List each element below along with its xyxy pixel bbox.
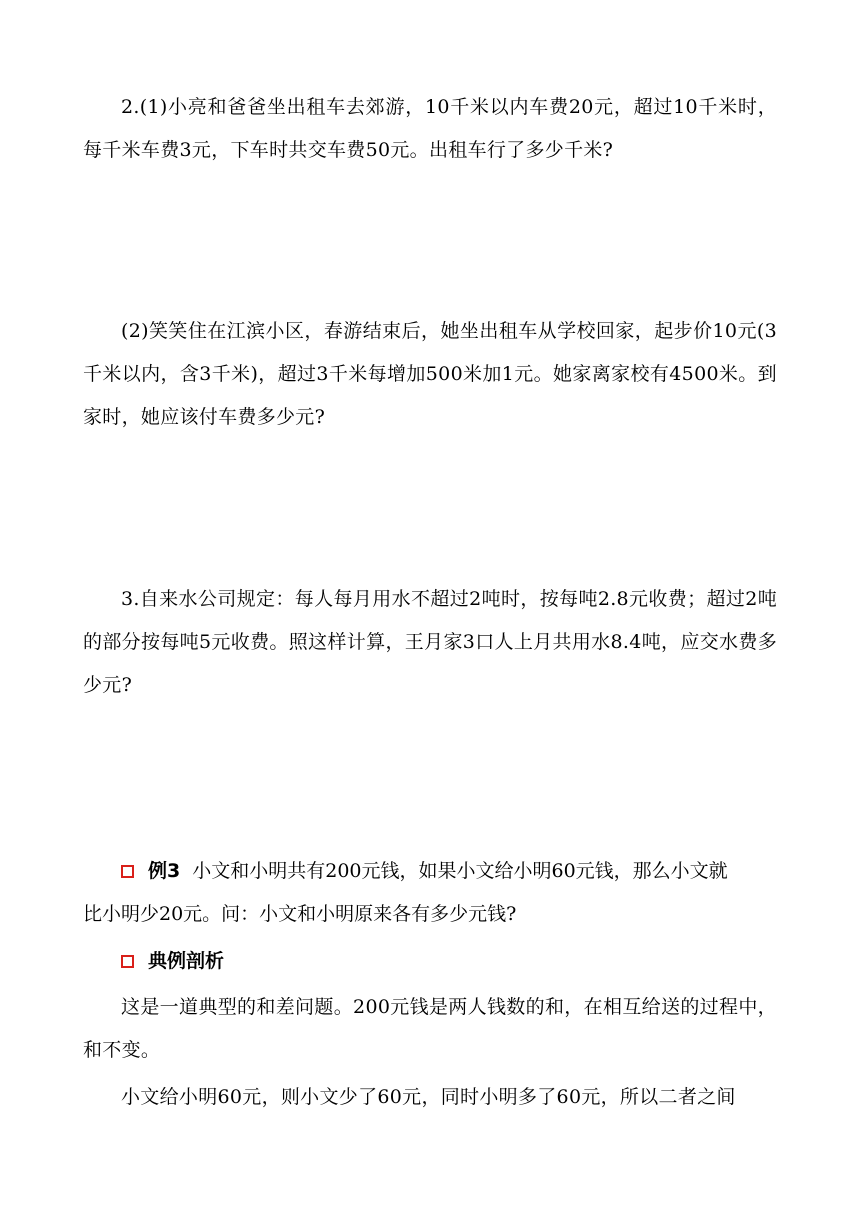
question-3: 3.自来水公司规定：每人每月用水不超过2吨时，按每吨2.8元收费；超过2吨的部分按每吨5元收费。照这样计算，王月家3口人上月共用水8.4吨，应交水费多少元? <box>83 588 777 696</box>
example-3-line-2: 比小明少20元。问：小文和小明原来各有多少元钱? <box>83 903 517 925</box>
example-label: 例3 <box>148 860 181 882</box>
analysis-heading <box>121 940 781 983</box>
analysis-paragraph-1: 这是一道典型的和差问题。200元钱是两人钱数的和，在相互给送的过程中，和不变。 <box>83 996 777 1061</box>
analysis-paragraph-2: 小文给小明60元，则小文少了60元，同时小明多了60元，所以二者之间 <box>121 1086 736 1108</box>
red-square-bullet-icon <box>121 865 134 878</box>
example-3-line-1 <box>121 850 781 893</box>
analysis-title: 典例剖析 <box>148 950 225 972</box>
question-2-part-2: (2)笑笑住在江滨小区，春游结束后，她坐出租车从学校回家，起步价10元(3千米以内，含3千米)，超过3千米每增加500米加1元。她家离家校有4500米。到家时，她应该付车费多少元? <box>83 320 777 428</box>
red-square-bullet-icon <box>121 955 134 968</box>
question-2-part-1: 2.(1)小亮和爸爸坐出租车去郊游，10千米以内车费20元，超过10千米时，每千米车费3元，下车时共交车费50元。出租车行了多少千米? <box>83 96 777 161</box>
example-3-text: 小文和小明共有200元钱，如果小文给小明60元钱，那么小文就 <box>192 860 728 882</box>
